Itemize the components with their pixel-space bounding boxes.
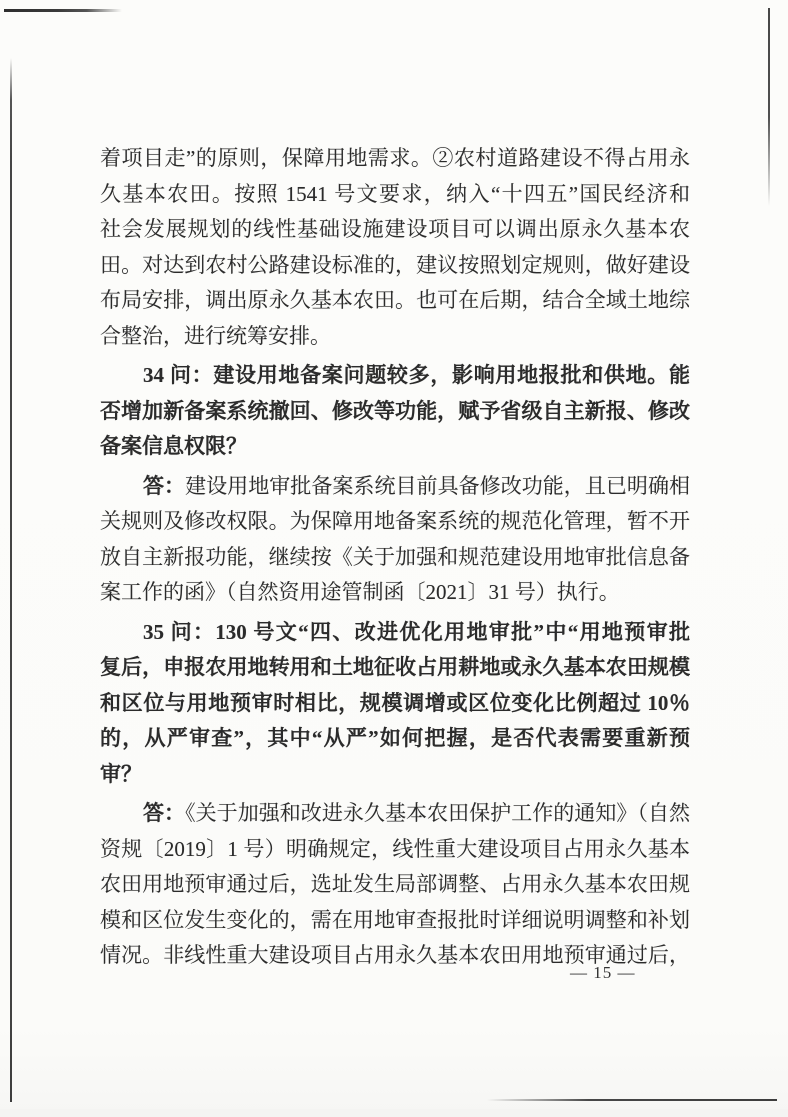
para-question-35 (100, 615, 690, 793)
answer-label: 答： (143, 801, 186, 825)
text-line: 的，从严审查”，其中“从严”如何把握，是否代表需要重新预 (100, 726, 690, 750)
text-line: 农田用地预审通过后，选址发生局部调整、占用永久基本农田规 (100, 872, 690, 896)
text-line: 放自主新报功能，继续按《关于加强和规范建设用地审批信息备 (100, 544, 690, 569)
text-line: 社会发展规划的线性基础设施建设项目可以调出原永久基本农 (100, 217, 690, 241)
text-line: 34 问：建设用地备案问题较多，影响用地报批和供地。能 (143, 363, 690, 387)
text-line: 和区位与用地预审时相比，规模调增或区位变化比例超过 10％ (100, 690, 690, 715)
text-line: 答：《关于加强和改进永久基本农田保护工作的通知》（自然 (143, 801, 690, 825)
scan-edge-line-right (768, 8, 770, 206)
text-line: 模和区位发生变化的，需在用地审查报批时详细说明调整和补划 (100, 907, 690, 932)
scan-edge-line-bottom-right (487, 1099, 777, 1101)
text-line: 久基本农田。按照 1541 号文要求，纳入“十四五”国民经济和 (100, 181, 690, 206)
para-answer-35 (100, 796, 690, 974)
scan-edge-line-left (10, 58, 12, 1102)
text-line: 备案信息权限？ (100, 434, 247, 458)
answer-label: 答： (143, 473, 186, 498)
text-line: 关规则及修改权限。为保障用地备案系统的规范化管理，暂不开 (100, 509, 690, 533)
text-line: 审？ (100, 761, 142, 786)
text-line: 否增加新备案系统撤回、修改等功能，赋予省级自主新报、修改 (100, 398, 690, 423)
text-line: 答：建设用地审批备案系统目前具备修改功能，且已明确相 (143, 473, 690, 498)
scan-edge-line-top-left (4, 9, 122, 12)
text-line: 35 问：130 号文“四、改进优化用地审批”中“用地预审批 (143, 619, 690, 644)
text-line: 田。对达到农村公路建设标准的，建议按照划定规则，做好建设 (100, 252, 690, 277)
para-answer-34 (100, 469, 690, 611)
text-line: 复后，申报农用地转用和土地征收占用耕地或永久基本农田规模 (100, 655, 690, 679)
text-line: 着项目走”的原则，保障用地需求。②农村道路建设不得占用永 (100, 146, 690, 170)
text-line: 资规〔2019〕1 号）明确规定，线性重大建设项目占用永久基本 (100, 836, 690, 861)
text-line: 情况。非线性重大建设项目占用永久基本农田用地预审通过后， (100, 943, 690, 967)
para-question-34 (100, 358, 690, 465)
text-line: 合整治，进行统筹安排。 (100, 323, 331, 348)
para-continuation (100, 141, 690, 354)
text-line: 案工作的函》（自然资用途管制函〔2021〕31 号）执行。 (100, 580, 620, 604)
document-body (100, 141, 690, 974)
page-number: — 15 — (570, 963, 636, 982)
text-line: 布局安排，调出原永久基本农田。也可在后期，结合全域土地综 (100, 288, 690, 312)
scan-edge-shadow-bottom (0, 1109, 788, 1117)
